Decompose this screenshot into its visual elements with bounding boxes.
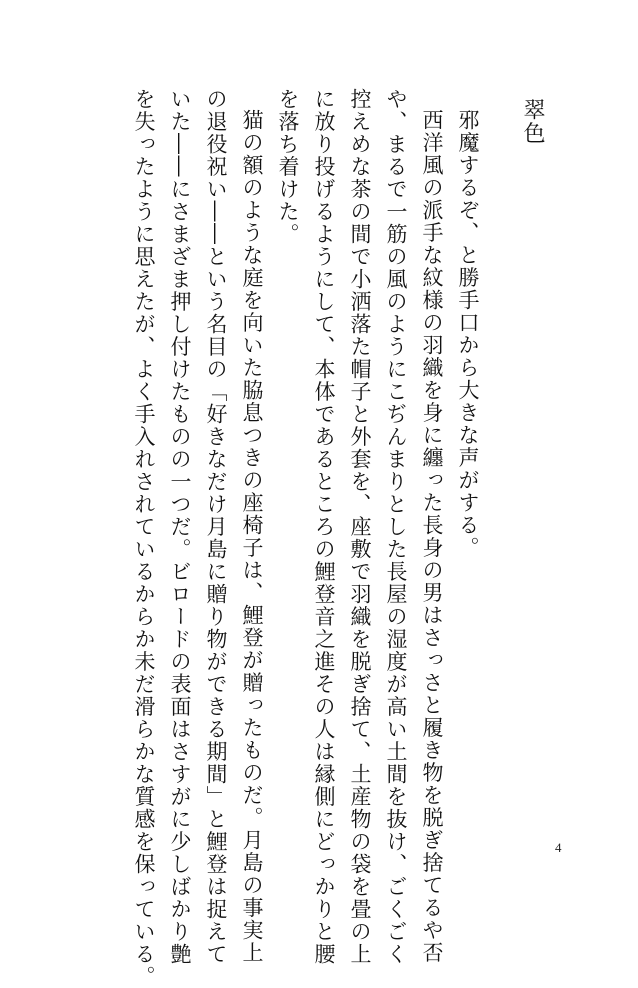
vertical-text-block (126, 88, 550, 988)
text-line-5: に放り投げるようにして、本体であるところの鯉登音之進その人は縁側にどっかりと腰 (312, 88, 336, 966)
text-line-3: や、まるで一筋の風のようにこぢんまりとした長屋の湿度が高い土間を抜け、ごくごく (384, 88, 408, 966)
text-line-7: 猫の額のような庭を向いた脇息つきの座椅子は、鯉登が贈ったものだ。月島の事実上 (240, 109, 264, 964)
text-line-6: を落ち着けた。 (276, 88, 300, 246)
text-line-1: 邪魔するぞ、と勝手口から大きな声がする。 (456, 109, 480, 559)
page-number: 4 (555, 840, 562, 855)
text-line-10: を失ったように思えたが、よく手入れされているからか未だ滑らかな質感を保っている。 (132, 88, 156, 988)
text-line-4: 控えめな茶の間で小洒落た帽子と外套を、座敷で羽織を脱ぎ捨て、土産物の袋を畳の上 (348, 88, 372, 966)
text-line-9: いた――にさまざま押し付けたものの一つだ。ビロードの表面はさすがに少しばかり艶 (168, 88, 192, 966)
chapter-heading: 翠色 (520, 98, 545, 145)
text-line-2: 西洋風の派手な紋様の羽織を身に纏った長身の男はさっさと履き物を脱ぎ捨てるや否 (420, 109, 444, 964)
text-line-8: の退役祝い――という名目の「好きなだけ月島に贈り物ができる期間」と鯉登は捉えて (204, 88, 228, 966)
